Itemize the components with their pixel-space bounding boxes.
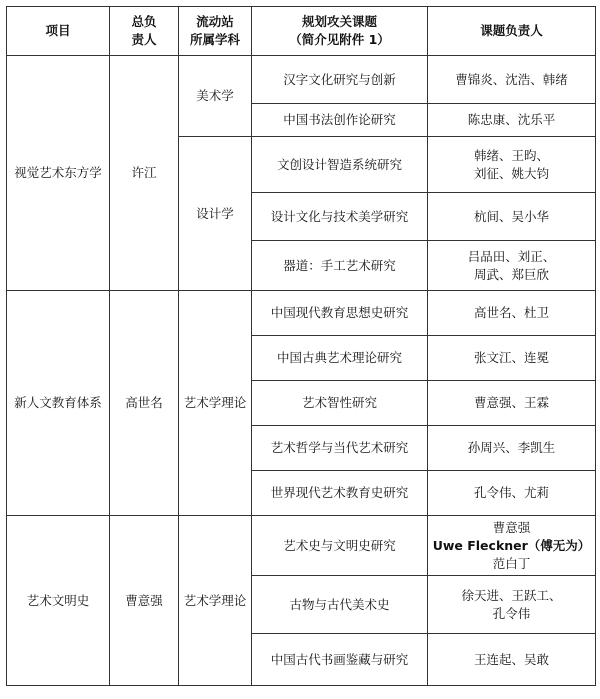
discipline-cell: 美术学	[179, 56, 252, 137]
topic-cell: 中国古典艺术理论研究	[252, 336, 428, 381]
owner-cell: 王连起、吴敢	[428, 634, 596, 686]
topic-cell: 中国书法创作论研究	[252, 104, 428, 137]
header-leader: 总负 责人	[110, 7, 179, 56]
table-row	[7, 291, 596, 336]
leader-cell: 曹意强	[110, 516, 179, 686]
owner-cell: 杭间、吴小华	[428, 193, 596, 241]
topic-cell: 古物与古代美术史	[252, 576, 428, 634]
header-row	[7, 7, 596, 56]
owner-cell: 陈忠康、沈乐平	[428, 104, 596, 137]
leader-cell: 高世名	[110, 291, 179, 516]
header-project: 项目	[7, 7, 110, 56]
leader-cell: 许江	[110, 56, 179, 291]
discipline-cell: 艺术学理论	[179, 516, 252, 686]
owner-cell: 曹意强、王霖	[428, 381, 596, 426]
discipline-cell: 设计学	[179, 137, 252, 291]
owner-cell: 吕品田、刘正、 周武、郑巨欣	[428, 241, 596, 291]
owner-cell: 孔令伟、尤莉	[428, 471, 596, 516]
topic-cell: 文创设计智造系统研究	[252, 137, 428, 193]
table-row	[7, 516, 596, 576]
owner-cell: 孙周兴、李凯生	[428, 426, 596, 471]
header-topic: 规划攻关课题 （简介见附件 1）	[252, 7, 428, 56]
owner-cell: 徐天进、王跃工、 孔令伟	[428, 576, 596, 634]
project-table	[6, 6, 596, 686]
topic-cell: 世界现代艺术教育史研究	[252, 471, 428, 516]
topic-cell: 设计文化与技术美学研究	[252, 193, 428, 241]
discipline-cell: 艺术学理论	[179, 291, 252, 516]
project-cell: 艺术文明史	[7, 516, 110, 686]
owner-cell: 张文江、连冕	[428, 336, 596, 381]
topic-cell: 器道：手工艺术研究	[252, 241, 428, 291]
project-cell: 新人文教育体系	[7, 291, 110, 516]
table-row	[7, 56, 596, 104]
topic-cell: 艺术智性研究	[252, 381, 428, 426]
owner-cell: 高世名、杜卫	[428, 291, 596, 336]
topic-cell: 艺术史与文明史研究	[252, 516, 428, 576]
topic-cell: 艺术哲学与当代艺术研究	[252, 426, 428, 471]
owner-cell: 曹锦炎、沈浩、韩绪	[428, 56, 596, 104]
topic-cell: 中国古代书画鉴藏与研究	[252, 634, 428, 686]
header-discipline: 流动站 所属学科	[179, 7, 252, 56]
header-owner: 课题负责人	[428, 7, 596, 56]
owner-cell: 韩绪、王昀、 刘征、姚大钧	[428, 137, 596, 193]
owner-cell: 曹意强 Uwe Fleckner（傅无为） 范白丁	[428, 516, 596, 576]
topic-cell: 中国现代教育思想史研究	[252, 291, 428, 336]
topic-cell: 汉字文化研究与创新	[252, 56, 428, 104]
project-cell: 视觉艺术东方学	[7, 56, 110, 291]
